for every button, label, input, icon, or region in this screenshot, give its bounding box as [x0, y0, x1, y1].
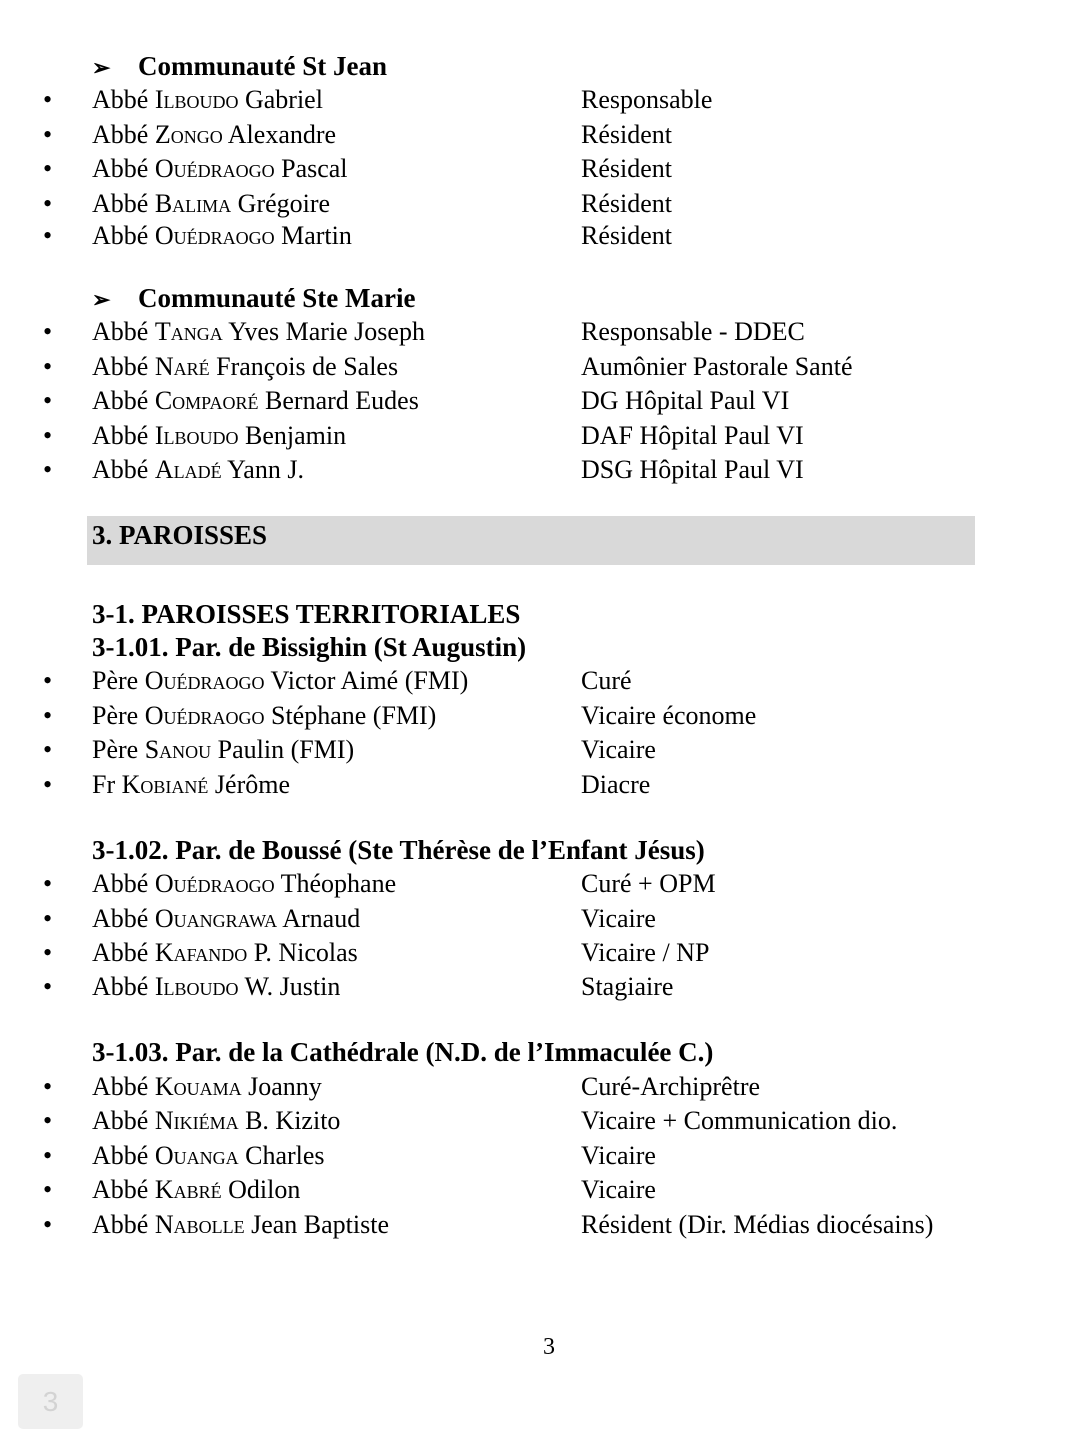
bullet-icon: • [43, 770, 53, 799]
person-name: Abbé Compaoré Bernard Eudes [92, 386, 419, 415]
person-role: Vicaire [581, 735, 656, 764]
person-role: Stagiaire [581, 972, 674, 1001]
page-number: 3 [543, 1334, 555, 1360]
person-name: Abbé Naré François de Sales [92, 352, 399, 381]
bullet-icon: • [43, 455, 53, 484]
person-role: DG Hôpital Paul VI [581, 386, 790, 415]
person-name: Abbé Ouangrawa Arnaud [92, 904, 361, 933]
person-role: DAF Hôpital Paul VI [581, 421, 804, 450]
person-name: Abbé Ouédraogo Théophane [92, 869, 397, 898]
person-name: Abbé Kafando P. Nicolas [92, 938, 358, 967]
person-role: DSG Hôpital Paul VI [581, 455, 804, 484]
person-name: Abbé Nikiéma B. Kizito [92, 1106, 341, 1135]
bullet-icon: • [43, 904, 53, 933]
bullet-icon: • [43, 666, 53, 695]
parish-title: 3-1.03. Par. de la Cathédrale (N.D. de l’Immaculée C.) [92, 1037, 714, 1067]
bullet-icon: • [43, 1106, 53, 1135]
bullet-icon: • [43, 221, 53, 250]
person-name: Abbé Ouédraogo Pascal [92, 154, 348, 183]
person-name: Fr Kobiané Jérôme [92, 770, 290, 799]
person-role: Responsable - DDEC [581, 317, 805, 346]
subsection-title: 3-1. PAROISSES TERRITORIALES [92, 599, 521, 629]
section-band [87, 516, 975, 565]
section-heading-st-jean: ➢ Communauté St Jean [92, 49, 387, 85]
parish-title: 3-1.02. Par. de Boussé (Ste Thérèse de l’Enfant Jésus) [92, 835, 705, 865]
person-name: Abbé Ilboudo Benjamin [92, 421, 347, 450]
person-name: Père Sanou Paulin (FMI) [92, 735, 355, 764]
bullet-icon: • [43, 701, 53, 730]
person-name: Abbé Kabré Odilon [92, 1175, 301, 1204]
person-role: Curé [581, 666, 632, 695]
section-heading-ste-marie: ➢ Communauté Ste Marie [92, 281, 415, 317]
person-role: Curé-Archiprêtre [581, 1072, 761, 1101]
person-name: Abbé Aladé Yann J. [92, 455, 304, 484]
person-role: Résident [581, 221, 672, 250]
person-role: Vicaire [581, 1141, 656, 1170]
bullet-icon: • [43, 352, 53, 381]
person-name: Père Ouédraogo Victor Aimé (FMI) [92, 666, 469, 695]
page-indicator-badge[interactable]: 3 [18, 1374, 83, 1429]
bullet-icon: • [43, 869, 53, 898]
bullet-icon: • [43, 1072, 53, 1101]
person-role: Vicaire [581, 1175, 656, 1204]
person-role: Curé + OPM [581, 869, 716, 898]
section-title: 3. PAROISSES [92, 520, 268, 550]
bullet-icon: • [43, 154, 53, 183]
person-role: Diacre [581, 770, 651, 799]
person-name: Abbé Ilboudo W. Justin [92, 972, 341, 1001]
bullet-icon: • [43, 938, 53, 967]
person-name: Abbé Ouanga Charles [92, 1141, 325, 1170]
person-role: Aumônier Pastorale Santé [581, 352, 853, 381]
person-role: Vicaire / NP [581, 938, 710, 967]
bullet-icon: • [43, 120, 53, 149]
person-role: Vicaire + Communication dio. [581, 1106, 898, 1135]
person-name: Abbé Kouama Joanny [92, 1072, 322, 1101]
bullet-icon: • [43, 189, 53, 218]
bullet-icon: • [43, 317, 53, 346]
bullet-icon: • [43, 972, 53, 1001]
bullet-icon: • [43, 421, 53, 450]
person-name: Abbé Ilboudo Gabriel [92, 85, 323, 114]
bullet-icon: • [43, 386, 53, 415]
person-role: Responsable [581, 85, 713, 114]
person-name: Abbé Zongo Alexandre [92, 120, 337, 149]
person-name: Abbé Tanga Yves Marie Joseph [92, 317, 425, 346]
arrow-bullet-icon: ➢ [92, 287, 111, 312]
bullet-icon: • [43, 85, 53, 114]
person-role: Vicaire [581, 904, 656, 933]
person-role: Vicaire économe [581, 701, 757, 730]
arrow-bullet-icon: ➢ [92, 55, 111, 80]
person-role: Résident [581, 120, 672, 149]
person-name: Père Ouédraogo Stéphane (FMI) [92, 701, 437, 730]
bullet-icon: • [43, 1141, 53, 1170]
person-name: Abbé Ouédraogo Martin [92, 221, 352, 250]
person-role: Résident [581, 154, 672, 183]
person-role: Résident (Dir. Médias diocésains) [581, 1210, 934, 1239]
person-name: Abbé Balima Grégoire [92, 189, 331, 218]
bullet-icon: • [43, 1175, 53, 1204]
bullet-icon: • [43, 1210, 53, 1239]
person-role: Résident [581, 189, 672, 218]
bullet-icon: • [43, 735, 53, 764]
person-name: Abbé Nabolle Jean Baptiste [92, 1210, 390, 1239]
parish-title: 3-1.01. Par. de Bissighin (St Augustin) [92, 632, 527, 662]
